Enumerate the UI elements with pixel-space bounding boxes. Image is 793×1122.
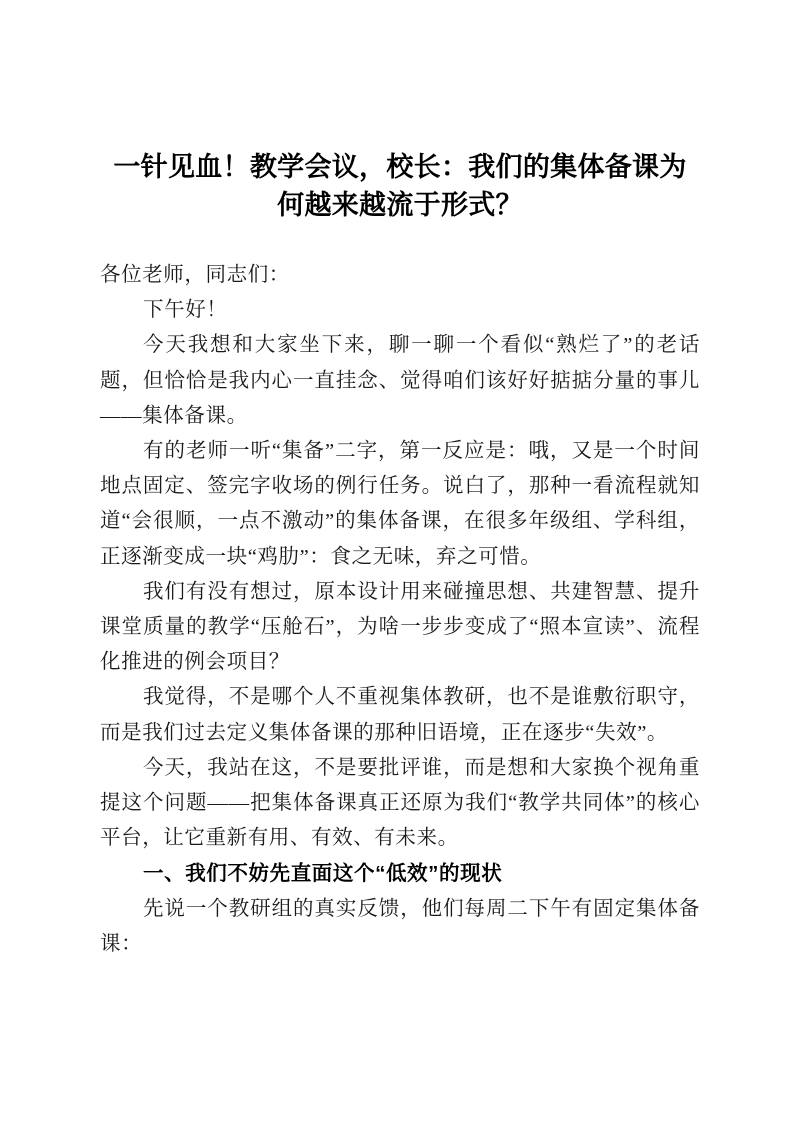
page-title: 一针见血！教学会议，校长：我们的集体备课为何越来越流于形式？ (113, 152, 687, 220)
paragraph-greeting: 下午好！ (143, 299, 228, 322)
section-heading-1: 一、我们不妨先直面这个“低效”的现状 (143, 862, 503, 886)
paragraph-5: 今天，我站在这，不是要批评谁，而是想和大家换个视角重提这个问题——把集体备课真正还原为我们“教学共同体”的核心平台，让它重新有用、有效、有未来。 (100, 756, 700, 850)
paragraph-2: 有的老师一听“集备”二字，第一反应是：哦，又是一个时间地点固定、签完字收场的例行任务。说白了，那种一看流程就知道“会很顺，一点不激动”的集体备课，在很多年级组、学科组，正逐渐变成一块“鸡肋”：食之无味，弃之可惜。 (100, 440, 700, 568)
document-content (100, 0, 700, 962)
paragraph-salutation: 各位老师，同志们： (100, 264, 290, 286)
paragraph-1: 今天我想和大家坐下来，聊一聊一个看似“熟烂了”的老话题，但恰恰是我内心一直挂念、觉得咱们该好好掂掂分量的事儿——集体备课。 (100, 334, 700, 427)
paragraph-4: 我觉得，不是哪个人不重视集体教研，也不是谁敷衍职守，而是我们过去定义集体备课的那种旧语境，正在逐步“失效”。 (100, 686, 700, 744)
paragraph-3: 我们有没有想过，原本设计用来碰撞思想、共建智慧、提升课堂质量的教学“压舱石”，为啥一步步变成了“照本宣读”、流程化推进的例会项目？ (100, 580, 700, 674)
document-body (100, 258, 700, 962)
paragraph-6: 先说一个教研组的真实反馈，他们每周二下午有固定集体备课： (100, 897, 700, 955)
